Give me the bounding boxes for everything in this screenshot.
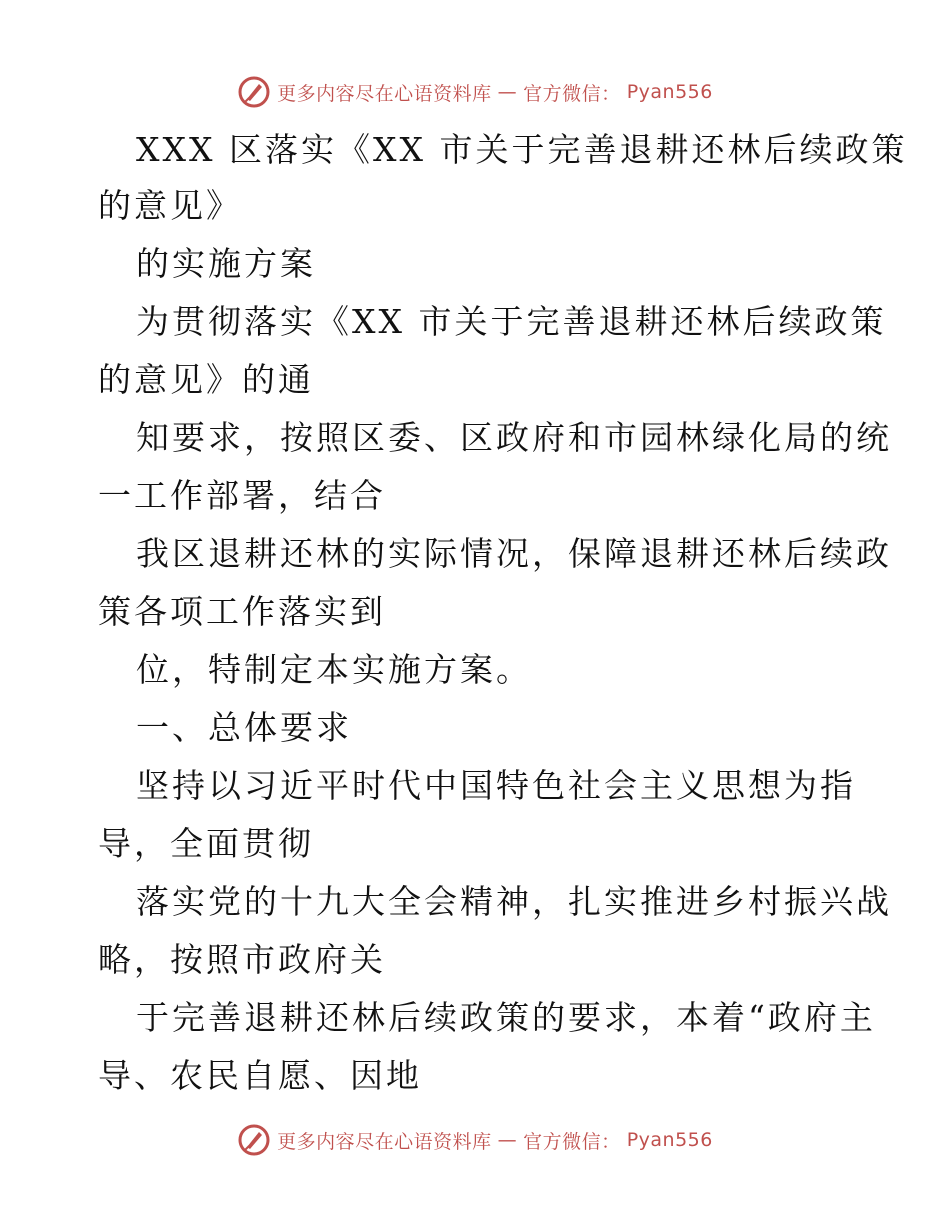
watermark-brand-text: 更多内容尽在心语资料库 bbox=[277, 82, 492, 105]
doc-paragraph-line: 为贯彻落实《XX 市关于完善退耕还林后续政策 bbox=[136, 302, 887, 341]
watermark-dash: — bbox=[497, 81, 518, 103]
doc-paragraph-line: 知要求，按照区委、区政府和市园林绿化局的统 bbox=[136, 418, 892, 457]
quill-logo-icon bbox=[237, 75, 271, 109]
watermark-footer bbox=[0, 1120, 950, 1160]
doc-paragraph-line: 导、农民自愿、因地 bbox=[98, 1056, 422, 1095]
watermark-official-text: 官方微信： bbox=[523, 1130, 621, 1153]
watermark-header bbox=[0, 72, 950, 112]
doc-title-line: 的实施方案 bbox=[136, 244, 316, 283]
doc-paragraph-line: 导，全面贯彻 bbox=[98, 824, 314, 863]
doc-paragraph-line: 的意见》的通 bbox=[98, 360, 314, 399]
watermark-brand-text: 更多内容尽在心语资料库 bbox=[277, 1130, 492, 1153]
doc-paragraph-line: 我区退耕还林的实际情况，保障退耕还林后续政 bbox=[136, 534, 892, 573]
doc-paragraph-line: 于完善退耕还林后续政策的要求，本着“政府主 bbox=[136, 998, 876, 1037]
watermark-wechat-id: Pyan556 bbox=[626, 81, 713, 103]
watermark-wechat-id: Pyan556 bbox=[626, 1129, 713, 1151]
doc-paragraph-line: 落实党的十九大全会精神，扎实推进乡村振兴战 bbox=[136, 882, 892, 921]
doc-paragraph-line: 位，特制定本实施方案。 bbox=[136, 650, 532, 689]
doc-title-line: 的意见》 bbox=[98, 186, 242, 225]
watermark-official-text: 官方微信： bbox=[523, 82, 621, 105]
doc-paragraph-line: 坚持以习近平时代中国特色社会主义思想为指 bbox=[136, 766, 856, 805]
section-heading: 一、总体要求 bbox=[136, 708, 352, 747]
doc-paragraph-line: 一工作部署，结合 bbox=[98, 476, 386, 515]
quill-logo-icon bbox=[237, 1123, 271, 1157]
doc-title-line: XXX 区落实《XX 市关于完善退耕还林后续政策 bbox=[136, 130, 908, 169]
doc-paragraph-line: 略，按照市政府关 bbox=[98, 940, 386, 979]
watermark-dash: — bbox=[497, 1129, 518, 1151]
doc-paragraph-line: 策各项工作落实到 bbox=[98, 592, 386, 631]
